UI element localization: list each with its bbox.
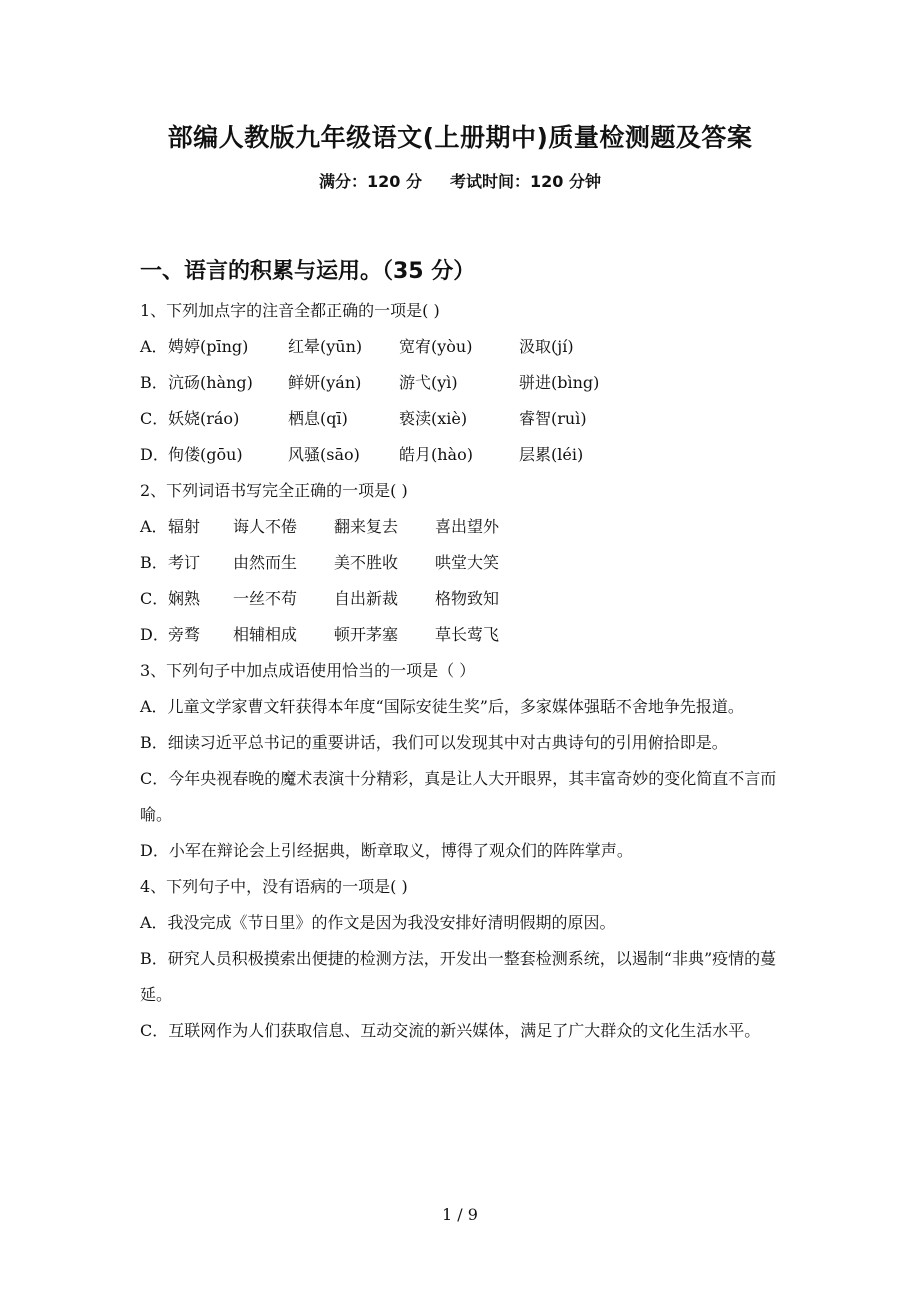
time-info: 考试时间：120 分钟 xyxy=(450,172,601,191)
option-text: D．小军在辩论会上引经据典，断章取义，博得了观众们的阵阵掌声。 xyxy=(140,841,633,860)
option-row xyxy=(140,437,785,473)
option-item: 亵渎(xiè) xyxy=(399,409,468,428)
option-label: C． xyxy=(140,589,169,608)
score-info: 满分：120 分 xyxy=(319,172,422,191)
option-item: 哄堂大笑 xyxy=(435,553,500,572)
option-item: 妖娆(ráo) xyxy=(168,409,240,428)
exam-info xyxy=(0,169,920,192)
option-item: 美不胜收 xyxy=(334,553,399,572)
option-item: 栖息(qī) xyxy=(288,409,348,428)
document-title: 部编人教版九年级语文(上册期中)质量检测题及答案 xyxy=(167,123,753,152)
option-item: 鲜妍(yán) xyxy=(288,373,362,392)
option-item: 考订 xyxy=(168,553,201,572)
option-label: D． xyxy=(140,445,169,464)
option-label: A． xyxy=(140,337,168,356)
option-text: C．今年央视春晚的魔术表演十分精彩，真是让人大开眼界，其丰富奇妙的变化简直不言而喻。 xyxy=(140,769,777,824)
question-list xyxy=(140,293,785,1049)
option-item: 娉婷(pīng) xyxy=(168,337,249,356)
option-item: 睿智(ruì) xyxy=(519,409,587,428)
option-item: 游弋(yì) xyxy=(399,373,458,392)
section-heading: 一、语言的积累与运用。（35 分） xyxy=(140,259,476,284)
option-item: 相辅相成 xyxy=(233,625,298,644)
option-text: C．互联网作为人们获取信息、互动交流的新兴媒体，满足了广大群众的文化生活水平。 xyxy=(140,1021,761,1040)
page-number: 1 / 9 xyxy=(442,1205,478,1224)
option-item: 汲取(jí) xyxy=(519,337,574,356)
option-item: 皓月(hào) xyxy=(399,445,473,464)
question-stem: 2、下列词语书写完全正确的一项是( ) xyxy=(140,481,408,500)
option-row xyxy=(140,545,785,581)
option-item: 格物致知 xyxy=(435,589,500,608)
question-stem: 1、下列加点字的注音全都正确的一项是( ) xyxy=(140,301,440,320)
option-item: 娴熟 xyxy=(168,589,201,608)
option-item: 旁骛 xyxy=(168,625,201,644)
option-label: B． xyxy=(140,373,168,392)
option-text: B．研究人员积极摸索出便捷的检测方法，开发出一整套检测系统，以遏制“非典”疫情的蔓延。 xyxy=(140,949,777,1004)
option-row xyxy=(140,365,785,401)
option-item: 骈进(bìng) xyxy=(519,373,600,392)
option-label: D． xyxy=(140,625,169,644)
option-item: 红晕(yūn) xyxy=(288,337,363,356)
option-item: 佝偻(gōu) xyxy=(168,445,243,464)
option-item: 诲人不倦 xyxy=(233,517,298,536)
option-label: A． xyxy=(140,517,168,536)
question-stem: 3、下列句子中加点成语使用恰当的一项是（ ） xyxy=(140,661,476,680)
option-item: 草长莺飞 xyxy=(435,625,500,644)
option-item: 翻来复去 xyxy=(334,517,399,536)
option-row xyxy=(140,401,785,437)
option-text: B．细读习近平总书记的重要讲话，我们可以发现其中对古典诗句的引用俯拾即是。 xyxy=(140,733,728,752)
option-item: 由然而生 xyxy=(233,553,298,572)
option-item: 一丝不苟 xyxy=(233,589,298,608)
option-item: 辐射 xyxy=(168,517,201,536)
option-label: C． xyxy=(140,409,169,428)
option-row xyxy=(140,509,785,545)
option-row xyxy=(140,617,785,653)
option-item: 沆砀(hàng) xyxy=(168,373,253,392)
option-text: A．儿童文学家曹文轩获得本年度“国际安徒生奖”后，多家媒体强聒不舍地争先报道。 xyxy=(140,697,744,716)
option-item: 顿开茅塞 xyxy=(334,625,399,644)
question-stem: 4、下列句子中，没有语病的一项是( ) xyxy=(140,877,408,896)
option-item: 宽宥(yòu) xyxy=(399,337,473,356)
option-item: 喜出望外 xyxy=(435,517,500,536)
option-row xyxy=(140,329,785,365)
option-item: 风骚(sāo) xyxy=(288,445,360,464)
option-item: 自出新裁 xyxy=(334,589,399,608)
option-row xyxy=(140,581,785,617)
option-item: 层累(léi) xyxy=(519,445,584,464)
option-text: A．我没完成《节日里》的作文是因为我没安排好清明假期的原因。 xyxy=(140,913,616,932)
option-label: B． xyxy=(140,553,168,572)
